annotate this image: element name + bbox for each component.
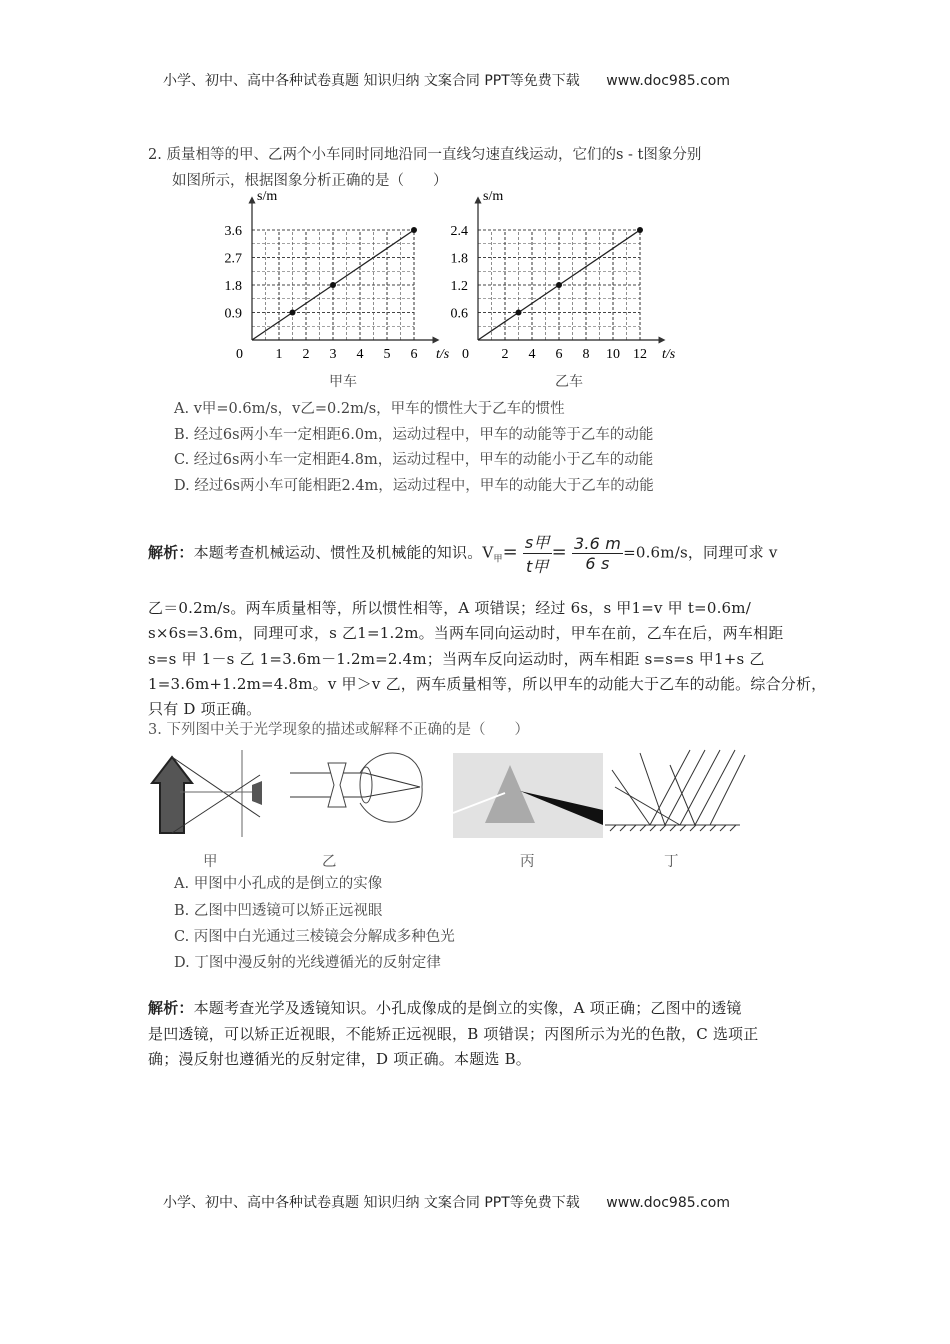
y-axis-label: s/m (257, 190, 278, 204)
data-point (330, 282, 336, 288)
q2-analysis-first-line (148, 530, 778, 577)
analysis-line: 1=3.6m+1.2m=4.8m。v 甲＞v 乙，两车质量相等，所以甲车的动能大于乙车的动能。综合分析， (148, 674, 827, 693)
st-graphs (200, 190, 700, 400)
x-tick-label: 4 (356, 347, 364, 362)
figure-label-bing: 丙 (520, 854, 535, 870)
q2-option-c: C. 经过6s两小车一定相距4.8m，运动过程中，甲车的动能小于乙车的动能 (174, 452, 654, 468)
analysis-label: 解析： (148, 999, 194, 1017)
q3-option-c: C. 丙图中白光通过三棱镜会分解成多种色光 (174, 929, 455, 945)
y-tick-label: 0.9 (224, 306, 242, 322)
footer-site[interactable]: www.doc985.com (606, 1195, 730, 1211)
pinhole-figure (152, 750, 262, 837)
q2-analysis-body (148, 596, 826, 722)
q3-option-a: A. 甲图中小孔成的是倒立的实像 (174, 876, 383, 892)
prism-figure (453, 753, 603, 838)
analysis-line: s×6s=3.6m，同理可求，s 乙1=1.2m。当两车同向运动时，甲车在前，乙车在后，两车相距 (148, 624, 784, 643)
eye-lens-figure (290, 753, 422, 822)
analysis-line: 是凹透镜，可以矫正近视眼，不能矫正远视眼，B 项错误；丙图所示为光的色散，C 选项正 (148, 1024, 759, 1043)
q2-stem-line1: 2. 质量相等的甲、乙两个小车同时同地沿同一直线匀速直线运动，它们的s - t图象分别 (148, 147, 702, 163)
denominator: 6 s (585, 554, 610, 573)
origin-label: 0 (236, 347, 243, 362)
q3-option-d: D. 丁图中漫反射的光线遵循光的反射定律 (174, 955, 441, 971)
figure-label-jia: 甲 (203, 854, 218, 870)
equals: = (502, 541, 518, 563)
header-site[interactable]: www.doc985.com (606, 73, 730, 89)
analysis-line: 确；漫反射也遵循光的反射定律，D 项正确。本题选 B。 (148, 1050, 531, 1068)
graph-yi (451, 190, 676, 390)
y-tick-label: 1.8 (224, 279, 242, 294)
graph-title: 乙车 (555, 375, 583, 390)
analysis-line: 本题考查光学及透镜知识。小孔成像成的是倒立的实像，A 项正确；乙图中的透镜 (193, 999, 742, 1017)
y-tick-label: 2.7 (224, 251, 242, 267)
x-tick-label: 6 (410, 347, 418, 362)
origin-label: 0 (462, 347, 469, 362)
q3-analysis (148, 996, 758, 1073)
analysis-line: s=s 甲 1－s 乙 1=3.6m－1.2m=2.4m；当两车反向运动时，两车相距 s=s=s 甲1+s 乙 (148, 649, 765, 668)
y-tick-label: 0.6 (450, 306, 468, 322)
x-tick-label: 2 (501, 347, 509, 362)
numerator: 3.6 m (573, 534, 622, 553)
analysis-text: 本题考查机械运动、惯性及机械能的知识。V (193, 543, 494, 562)
analysis-text: =0.6m/s，同理可求 v (623, 543, 778, 562)
data-point (516, 310, 522, 316)
y-tick-label: 1.2 (450, 279, 468, 294)
equals: = (551, 541, 567, 563)
x-tick-label: 3 (329, 347, 337, 362)
q3-stem: 3. 下列图中关于光学现象的描述或解释不正确的是（ ） (148, 722, 529, 738)
figure-label-ding: 丁 (664, 854, 679, 870)
graph-title: 甲车 (329, 375, 357, 390)
y-axis-label: s/m (483, 190, 504, 204)
q3-option-b: B. 乙图中凹透镜可以矫正远视眼 (174, 903, 383, 919)
analysis-line: 乙＝0.2m/s。两车质量相等，所以惯性相等，A 项错误；经过 6s，s 甲1=v 甲 t=0.6m/ (148, 599, 751, 617)
data-point (290, 310, 296, 316)
data-point (411, 227, 417, 233)
x-tick-label: 12 (633, 347, 647, 362)
fraction-s-over-t (523, 530, 552, 577)
x-tick-label: 4 (528, 347, 536, 362)
subscript: 甲 (493, 554, 503, 565)
footer (163, 1192, 730, 1212)
footer-text: 小学、初中、高中各种试卷真题 知识归纳 文案合同 PPT等免费下载 (163, 1195, 580, 1211)
y-tick-label: 3.6 (224, 224, 242, 239)
header-text: 小学、初中、高中各种试卷真题 知识归纳 文案合同 PPT等免费下载 (163, 73, 580, 89)
numerator: s甲 (523, 530, 552, 554)
analysis-line: 只有 D 项正确。 (148, 700, 262, 719)
header (163, 70, 730, 90)
x-tick-label: 6 (555, 347, 563, 362)
data-point (556, 282, 562, 288)
denominator: t甲 (525, 557, 549, 576)
figure-label-yi: 乙 (322, 854, 337, 870)
q2-option-d: D. 经过6s两小车可能相距2.4m，运动过程中，甲车的动能大于乙车的动能 (174, 478, 654, 494)
x-tick-label: 5 (383, 347, 391, 362)
data-point (637, 227, 643, 233)
optics-figures (150, 745, 750, 870)
q2-option-a: A. v甲=0.6m/s，v乙=0.2m/s，甲车的惯性大于乙车的惯性 (174, 401, 565, 417)
graph-jia (225, 190, 450, 390)
q2-stem-line2: 如图所示，根据图象分析正确的是（ ） (172, 173, 448, 189)
x-tick-label: 8 (582, 347, 590, 362)
fraction-values (572, 534, 623, 573)
y-tick-label: 1.8 (450, 251, 468, 267)
x-axis-label: t/s (662, 347, 676, 362)
diffuse-reflection-figure (605, 750, 745, 831)
x-axis-label: t/s (436, 347, 450, 362)
x-tick-label: 1 (275, 347, 283, 362)
x-tick-label: 2 (302, 347, 310, 362)
analysis-label: 解析： (148, 543, 194, 562)
y-tick-label: 2.4 (450, 224, 468, 239)
x-tick-label: 10 (606, 347, 620, 362)
q2-option-b: B. 经过6s两小车一定相距6.0m，运动过程中，甲车的动能等于乙车的动能 (174, 427, 654, 443)
